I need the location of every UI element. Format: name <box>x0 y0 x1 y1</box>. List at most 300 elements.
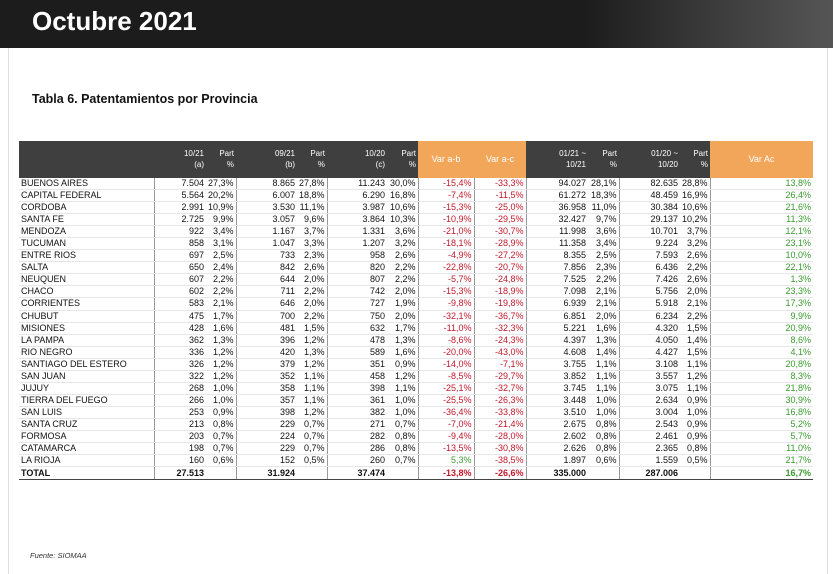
table-cell: 2,1% <box>588 286 619 298</box>
table-cell: 1,1% <box>297 382 327 394</box>
table-cell <box>387 467 418 480</box>
province-name: MISIONES <box>19 322 154 334</box>
table-cell: 9,7% <box>588 214 619 226</box>
table-cell: -15,3% <box>418 286 474 298</box>
table-cell: 3.075 <box>619 382 680 394</box>
table-cell: 23,3% <box>710 286 813 298</box>
table-cell: 2,6% <box>680 250 710 262</box>
header-col: Part % <box>206 141 236 178</box>
table-cell: 0,9% <box>680 430 710 442</box>
table-cell: 4,1% <box>710 346 813 358</box>
table-cell: -11,5% <box>474 190 526 202</box>
table-cell: 10,3% <box>387 214 418 226</box>
table-cell: 1,1% <box>387 382 418 394</box>
table-cell: 2.543 <box>619 418 680 430</box>
report-title: Octubre 2021 <box>32 6 197 36</box>
table-cell: 21,6% <box>710 202 813 214</box>
table-cell: 198 <box>154 443 206 455</box>
table-cell: 30,9% <box>710 394 813 406</box>
table-cell: 22,1% <box>710 262 813 274</box>
table-cell: 2,4% <box>206 262 236 274</box>
table-cell: 697 <box>154 250 206 262</box>
table-cell: 8,3% <box>710 370 813 382</box>
table-row <box>19 358 813 370</box>
table-row <box>19 178 813 190</box>
table-cell: 2,0% <box>387 310 418 322</box>
table-cell: 1,6% <box>206 322 236 334</box>
table-cell: 322 <box>154 370 206 382</box>
header-col: Part % <box>297 141 327 178</box>
table-cell: 7.426 <box>619 274 680 286</box>
table-cell: 10,2% <box>680 214 710 226</box>
table-row <box>19 190 813 202</box>
table-cell: 2,6% <box>387 250 418 262</box>
province-name: CORDOBA <box>19 202 154 214</box>
table-cell: 5,7% <box>710 430 813 442</box>
table-cell: 326 <box>154 358 206 370</box>
table-cell: -7,0% <box>418 418 474 430</box>
table-cell: -20,7% <box>474 262 526 274</box>
report-banner <box>0 0 833 48</box>
table-cell: 10,9% <box>206 202 236 214</box>
table-cell: 650 <box>154 262 206 274</box>
table-cell: 361 <box>327 394 387 406</box>
table-cell: 428 <box>154 322 206 334</box>
header-col: 10/21 (a) <box>154 141 206 178</box>
table-cell: 1.167 <box>236 226 297 238</box>
table-cell: 11,0% <box>588 202 619 214</box>
table-cell: 632 <box>327 322 387 334</box>
table-cell: 0,7% <box>297 443 327 455</box>
table-cell: -30,8% <box>474 443 526 455</box>
table-cell: 842 <box>236 262 297 274</box>
header-col: Part % <box>387 141 418 178</box>
table-cell: 0,8% <box>588 418 619 430</box>
table-cell: -25,0% <box>474 202 526 214</box>
table-cell: 398 <box>236 406 297 418</box>
table-cell: 478 <box>327 334 387 346</box>
table-cell: 21,8% <box>710 382 813 394</box>
table-cell: 0,8% <box>588 443 619 455</box>
table-cell: 10,6% <box>387 202 418 214</box>
table-cell: 2,6% <box>297 262 327 274</box>
table-cell: 0,7% <box>206 443 236 455</box>
table-cell: 1,2% <box>387 370 418 382</box>
table-cell: 3,6% <box>588 226 619 238</box>
province-name: ENTRE RIOS <box>19 250 154 262</box>
table-cell <box>206 467 236 480</box>
table-cell: 1,3% <box>588 334 619 346</box>
table-cell: 16,9% <box>680 190 710 202</box>
table-cell: 1,1% <box>680 358 710 370</box>
table-cell: 229 <box>236 418 297 430</box>
table-header-row <box>19 141 813 178</box>
table-cell: 1,2% <box>206 358 236 370</box>
table-cell: 0,9% <box>387 358 418 370</box>
table-cell: 8.355 <box>526 250 588 262</box>
table-cell: 6.290 <box>327 190 387 202</box>
province-name: RIO NEGRO <box>19 346 154 358</box>
table-cell: 11.358 <box>526 238 588 250</box>
table-cell: 36.958 <box>526 202 588 214</box>
table-cell: 1,0% <box>206 382 236 394</box>
table-cell: 0,9% <box>680 394 710 406</box>
table-cell: 9,6% <box>297 214 327 226</box>
table-cell: 160 <box>154 455 206 467</box>
table-cell: -38,5% <box>474 455 526 467</box>
province-name: NEUQUEN <box>19 274 154 286</box>
table-cell: -14,0% <box>418 358 474 370</box>
table-cell: 260 <box>327 455 387 467</box>
table-cell: 3.004 <box>619 406 680 418</box>
table-row <box>19 238 813 250</box>
table-cell: -13,8% <box>418 467 474 480</box>
table-cell: 11,3% <box>710 214 813 226</box>
table-cell: 0,7% <box>387 455 418 467</box>
table-cell: 2.634 <box>619 394 680 406</box>
table-cell: 1,1% <box>297 394 327 406</box>
table-cell: 48.459 <box>619 190 680 202</box>
table-cell: 0,8% <box>680 443 710 455</box>
source-note: Fuente: SIOMAA <box>30 551 87 560</box>
table-cell: 152 <box>236 455 297 467</box>
table-cell: 282 <box>327 430 387 442</box>
table-cell: 3.530 <box>236 202 297 214</box>
table-cell: 1,0% <box>588 394 619 406</box>
table-cell: 7.856 <box>526 262 588 274</box>
table-cell: 3.510 <box>526 406 588 418</box>
table-row <box>19 382 813 394</box>
table-cell: 602 <box>154 286 206 298</box>
table-cell: 3.745 <box>526 382 588 394</box>
table-cell: 5.756 <box>619 286 680 298</box>
table-cell: 3,4% <box>588 238 619 250</box>
table-cell: 352 <box>236 370 297 382</box>
table-row <box>19 202 813 214</box>
table-cell: -32,3% <box>474 322 526 334</box>
table-cell: 1,2% <box>297 406 327 418</box>
table-cell: 1.559 <box>619 455 680 467</box>
province-name: BUENOS AIRES <box>19 178 154 190</box>
table-cell: 1,1% <box>680 382 710 394</box>
table-row <box>19 226 813 238</box>
table-cell: -8,5% <box>418 370 474 382</box>
table-cell: 4.050 <box>619 334 680 346</box>
table-cell: 7.504 <box>154 178 206 190</box>
table-cell: 644 <box>236 274 297 286</box>
table-cell: -25,5% <box>418 394 474 406</box>
table-cell: 10,6% <box>680 202 710 214</box>
table-cell: 589 <box>327 346 387 358</box>
table-cell: -24,8% <box>474 274 526 286</box>
table-cell: -25,1% <box>418 382 474 394</box>
table-cell: 396 <box>236 334 297 346</box>
table-cell: 0,8% <box>588 430 619 442</box>
table-cell: -9,8% <box>418 298 474 310</box>
table-cell: -21,4% <box>474 418 526 430</box>
table-row <box>19 334 813 346</box>
header-col: Part % <box>588 141 619 178</box>
table-cell: 5,3% <box>418 455 474 467</box>
table-cell: 31.924 <box>236 467 297 480</box>
table-cell: -20,0% <box>418 346 474 358</box>
table-row <box>19 346 813 358</box>
table-cell: 28,8% <box>680 178 710 190</box>
table-cell: -19,8% <box>474 298 526 310</box>
table-cell: 2,0% <box>588 310 619 322</box>
table-cell: 268 <box>154 382 206 394</box>
table-cell: 1,2% <box>297 358 327 370</box>
table-cell: 5.221 <box>526 322 588 334</box>
table-cell: 7.098 <box>526 286 588 298</box>
province-name: SAN LUIS <box>19 406 154 418</box>
table-cell: 6.436 <box>619 262 680 274</box>
province-name: TOTAL <box>19 467 154 480</box>
province-name: LA RIOJA <box>19 455 154 467</box>
table-title: Tabla 6. Patentamientos por Provincia <box>32 92 258 106</box>
table-cell: 2.626 <box>526 443 588 455</box>
table-cell: -7,1% <box>474 358 526 370</box>
table-cell: -26,3% <box>474 394 526 406</box>
province-name: CATAMARCA <box>19 443 154 455</box>
province-name: FORMOSA <box>19 430 154 442</box>
table-cell: 379 <box>236 358 297 370</box>
table-cell: 16,8% <box>387 190 418 202</box>
table-cell: 3,3% <box>297 238 327 250</box>
table-cell: 27,3% <box>206 178 236 190</box>
table-cell: -27,2% <box>474 250 526 262</box>
table-cell: 1.331 <box>327 226 387 238</box>
table-cell: 1,3% <box>387 334 418 346</box>
table-cell: 922 <box>154 226 206 238</box>
table-cell: 336 <box>154 346 206 358</box>
table-row <box>19 286 813 298</box>
table-cell: 1,4% <box>588 346 619 358</box>
table-cell: 3,7% <box>297 226 327 238</box>
table-cell: -32,7% <box>474 382 526 394</box>
table-cell: -33,8% <box>474 406 526 418</box>
table-cell: 2,1% <box>588 298 619 310</box>
table-cell: 1.207 <box>327 238 387 250</box>
table-cell: 8,6% <box>710 334 813 346</box>
table-cell: -15,4% <box>418 178 474 190</box>
table-cell: -8,6% <box>418 334 474 346</box>
table-cell: 481 <box>236 322 297 334</box>
table-row <box>19 443 813 455</box>
table-cell: 12,1% <box>710 226 813 238</box>
table-cell: 3.448 <box>526 394 588 406</box>
table-cell: 30.384 <box>619 202 680 214</box>
province-name: TUCUMAN <box>19 238 154 250</box>
table-row <box>19 406 813 418</box>
table-cell: 6.234 <box>619 310 680 322</box>
table-cell: 1,7% <box>206 310 236 322</box>
table-cell: 266 <box>154 394 206 406</box>
province-name: MENDOZA <box>19 226 154 238</box>
table-row <box>19 298 813 310</box>
table-cell: 3,1% <box>206 238 236 250</box>
table-cell: -36,7% <box>474 310 526 322</box>
table-cell: 2,2% <box>206 274 236 286</box>
table-cell: 458 <box>327 370 387 382</box>
province-name: CHUBUT <box>19 310 154 322</box>
table-cell: 9.224 <box>619 238 680 250</box>
table-cell: 1,0% <box>387 406 418 418</box>
province-name: SANTA CRUZ <box>19 418 154 430</box>
table-cell: -30,7% <box>474 226 526 238</box>
table-cell: 3,7% <box>680 226 710 238</box>
table-row <box>19 262 813 274</box>
table-row <box>19 430 813 442</box>
table-cell: 2,1% <box>680 298 710 310</box>
table-cell: 3.557 <box>619 370 680 382</box>
table-cell: 3.057 <box>236 214 297 226</box>
table-cell: 2.461 <box>619 430 680 442</box>
table-cell <box>588 467 619 480</box>
table-cell: 358 <box>236 382 297 394</box>
table-cell: -5,7% <box>418 274 474 286</box>
table-cell: 382 <box>327 406 387 418</box>
table-body <box>19 178 813 480</box>
header-var-ac: Var Ac <box>710 141 813 178</box>
table-cell: 0,7% <box>297 418 327 430</box>
table-cell: 398 <box>327 382 387 394</box>
province-name: CAPITAL FEDERAL <box>19 190 154 202</box>
table-cell: 61.272 <box>526 190 588 202</box>
table-cell: 23,1% <box>710 238 813 250</box>
table-cell: -28,9% <box>474 238 526 250</box>
table-cell: 1,7% <box>387 322 418 334</box>
table-cell: 5.564 <box>154 190 206 202</box>
table-cell: 958 <box>327 250 387 262</box>
table-cell: 2,2% <box>206 286 236 298</box>
table-cell: 9,9% <box>710 310 813 322</box>
table-cell: 1,3% <box>710 274 813 286</box>
table-cell: 1,2% <box>206 370 236 382</box>
header-col: Part % <box>680 141 710 178</box>
table-cell: 7.525 <box>526 274 588 286</box>
table-cell: -11,0% <box>418 322 474 334</box>
table-cell: -33,3% <box>474 178 526 190</box>
table-cell: 1,6% <box>387 346 418 358</box>
table-cell: 2,6% <box>680 274 710 286</box>
table-cell: -15,3% <box>418 202 474 214</box>
table-cell: 11,0% <box>710 443 813 455</box>
table-cell: 4.427 <box>619 346 680 358</box>
table-cell: 16,8% <box>710 406 813 418</box>
table-cell: -18,9% <box>474 286 526 298</box>
table-cell: -32,1% <box>418 310 474 322</box>
table-cell: 7.593 <box>619 250 680 262</box>
table-cell: 2,1% <box>206 298 236 310</box>
table-cell: 0,7% <box>297 430 327 442</box>
table-cell: 2.365 <box>619 443 680 455</box>
table-cell: 2.602 <box>526 430 588 442</box>
table-cell: -4,9% <box>418 250 474 262</box>
table-cell: 733 <box>236 250 297 262</box>
table-cell: 27.513 <box>154 467 206 480</box>
table-cell: 1.047 <box>236 238 297 250</box>
table-cell: 1,1% <box>297 370 327 382</box>
table-cell: 820 <box>327 262 387 274</box>
table-cell: 2,0% <box>387 286 418 298</box>
table-cell: 253 <box>154 406 206 418</box>
header-col: 01/21 ~ 10/21 <box>526 141 588 178</box>
table-cell: -26,6% <box>474 467 526 480</box>
table-cell: 1,5% <box>680 322 710 334</box>
table-row <box>19 310 813 322</box>
table-cell: 1,2% <box>297 334 327 346</box>
table-cell: 213 <box>154 418 206 430</box>
table-cell: 700 <box>236 310 297 322</box>
table-cell: 1,5% <box>680 346 710 358</box>
province-name: LA PAMPA <box>19 334 154 346</box>
table-cell: 29.137 <box>619 214 680 226</box>
table-cell: 20,9% <box>710 322 813 334</box>
table-cell: 1,0% <box>387 394 418 406</box>
table-cell: 858 <box>154 238 206 250</box>
table-cell: 6.939 <box>526 298 588 310</box>
table-cell: 0,9% <box>680 418 710 430</box>
table-cell: 9,9% <box>206 214 236 226</box>
table-cell: 32.427 <box>526 214 588 226</box>
table-cell: 2,2% <box>588 274 619 286</box>
table-cell: 2,0% <box>297 274 327 286</box>
table-cell: 2,2% <box>297 286 327 298</box>
table-cell: 203 <box>154 430 206 442</box>
table-cell: 10.701 <box>619 226 680 238</box>
table-cell: 1,2% <box>680 370 710 382</box>
table-row <box>19 274 813 286</box>
table-cell: 37.474 <box>327 467 387 480</box>
table-cell: 4.320 <box>619 322 680 334</box>
table-cell: 807 <box>327 274 387 286</box>
table-cell: 362 <box>154 334 206 346</box>
table-row <box>19 322 813 334</box>
table-cell: 2,5% <box>588 250 619 262</box>
table-cell: -22,8% <box>418 262 474 274</box>
header-var-a-b: Var a-b <box>418 141 474 178</box>
province-name: SALTA <box>19 262 154 274</box>
table-cell: 3.864 <box>327 214 387 226</box>
table-row <box>19 250 813 262</box>
table-cell <box>680 467 710 480</box>
table-cell: -9,4% <box>418 430 474 442</box>
province-name: JUJUY <box>19 382 154 394</box>
total-row <box>19 467 813 480</box>
table-row <box>19 370 813 382</box>
table-cell: 8.865 <box>236 178 297 190</box>
table-row <box>19 455 813 467</box>
header-col: 09/21 (b) <box>236 141 297 178</box>
table-cell: 20,2% <box>206 190 236 202</box>
table-cell: 357 <box>236 394 297 406</box>
table-cell: 1,1% <box>588 382 619 394</box>
table-cell: 607 <box>154 274 206 286</box>
table-cell: 5.918 <box>619 298 680 310</box>
table-cell: 0,8% <box>387 443 418 455</box>
table-cell: 6.851 <box>526 310 588 322</box>
table-cell: 0,7% <box>387 418 418 430</box>
table-cell: 0,7% <box>206 430 236 442</box>
table-cell: 13,8% <box>710 178 813 190</box>
province-name: SANTA FE <box>19 214 154 226</box>
province-name: CHACO <box>19 286 154 298</box>
table-cell: 2,3% <box>297 250 327 262</box>
table-cell: 20,8% <box>710 358 813 370</box>
table-cell: 4.608 <box>526 346 588 358</box>
table-cell: 750 <box>327 310 387 322</box>
